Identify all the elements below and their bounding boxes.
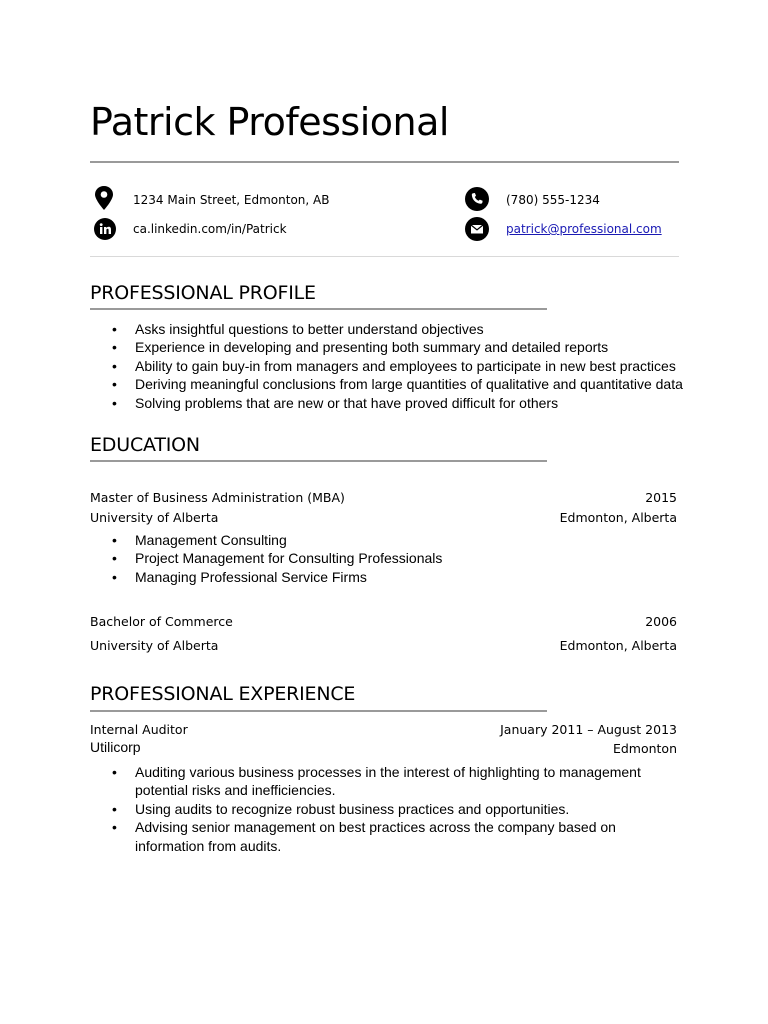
course-list [90, 531, 710, 586]
profile-section-rule [90, 308, 547, 310]
linkedin-url[interactable]: ca.linkedin.com/in/Patrick [133, 222, 287, 236]
email-icon [465, 217, 489, 241]
profile-list [90, 320, 710, 412]
email-link[interactable]: patrick@professional.com [506, 222, 662, 236]
school-location: Edmonton, Alberta [559, 638, 677, 653]
list-item: • Using audits to recognize robust business practices and opportunities. [90, 800, 650, 818]
phone-icon [465, 187, 489, 211]
list-item: • Management Consulting [90, 531, 710, 549]
profile-section-title: PROFESSIONAL PROFILE [90, 282, 316, 304]
list-item: • Auditing various business processes in the interest of highlighting to management potential risks and inefficiencies. [90, 763, 650, 800]
list-item: • Asks insightful questions to better understand objectives [90, 320, 710, 338]
degree-title: Master of Business Administration (MBA) [90, 490, 345, 505]
list-item: • Experience in developing and presenting both summary and detailed reports [90, 338, 710, 356]
list-item: • Project Management for Consulting Professionals [90, 549, 710, 567]
contact-divider [90, 256, 679, 257]
experience-section-rule [90, 710, 547, 712]
school-name: University of Alberta [90, 510, 219, 525]
job-duties-list [90, 763, 650, 855]
candidate-name: Patrick Professional [90, 100, 449, 144]
education-section-title: EDUCATION [90, 434, 200, 456]
location-pin-icon [92, 186, 116, 210]
header-divider [90, 161, 679, 163]
address-text: 1234 Main Street, Edmonton, AB [133, 193, 330, 207]
job-location: Edmonton [612, 741, 677, 756]
degree-year: 2015 [645, 490, 677, 505]
degree-year: 2006 [645, 614, 677, 629]
experience-section-title: PROFESSIONAL EXPERIENCE [90, 683, 356, 705]
job-company: Utilicorp [90, 739, 141, 755]
list-item: • Managing Professional Service Firms [90, 568, 710, 586]
list-item: • Advising senior management on best practices across the company based on information from audits. [90, 818, 650, 855]
job-dates: January 2011 – August 2013 [500, 722, 677, 737]
education-section-rule [90, 460, 547, 462]
school-name: University of Alberta [90, 638, 219, 653]
phone-text: (780) 555-1234 [506, 193, 600, 207]
job-role: Internal Auditor [90, 722, 188, 737]
school-location: Edmonton, Alberta [559, 510, 677, 525]
list-item: • Ability to gain buy-in from managers and employees to participate in new best practices [90, 357, 710, 375]
list-item: • Solving problems that are new or that have proved difficult for others [90, 394, 710, 412]
degree-title: Bachelor of Commerce [90, 614, 233, 629]
linkedin-icon [93, 217, 117, 241]
list-item: • Deriving meaningful conclusions from large quantities of qualitative and quantitative data [90, 375, 710, 393]
